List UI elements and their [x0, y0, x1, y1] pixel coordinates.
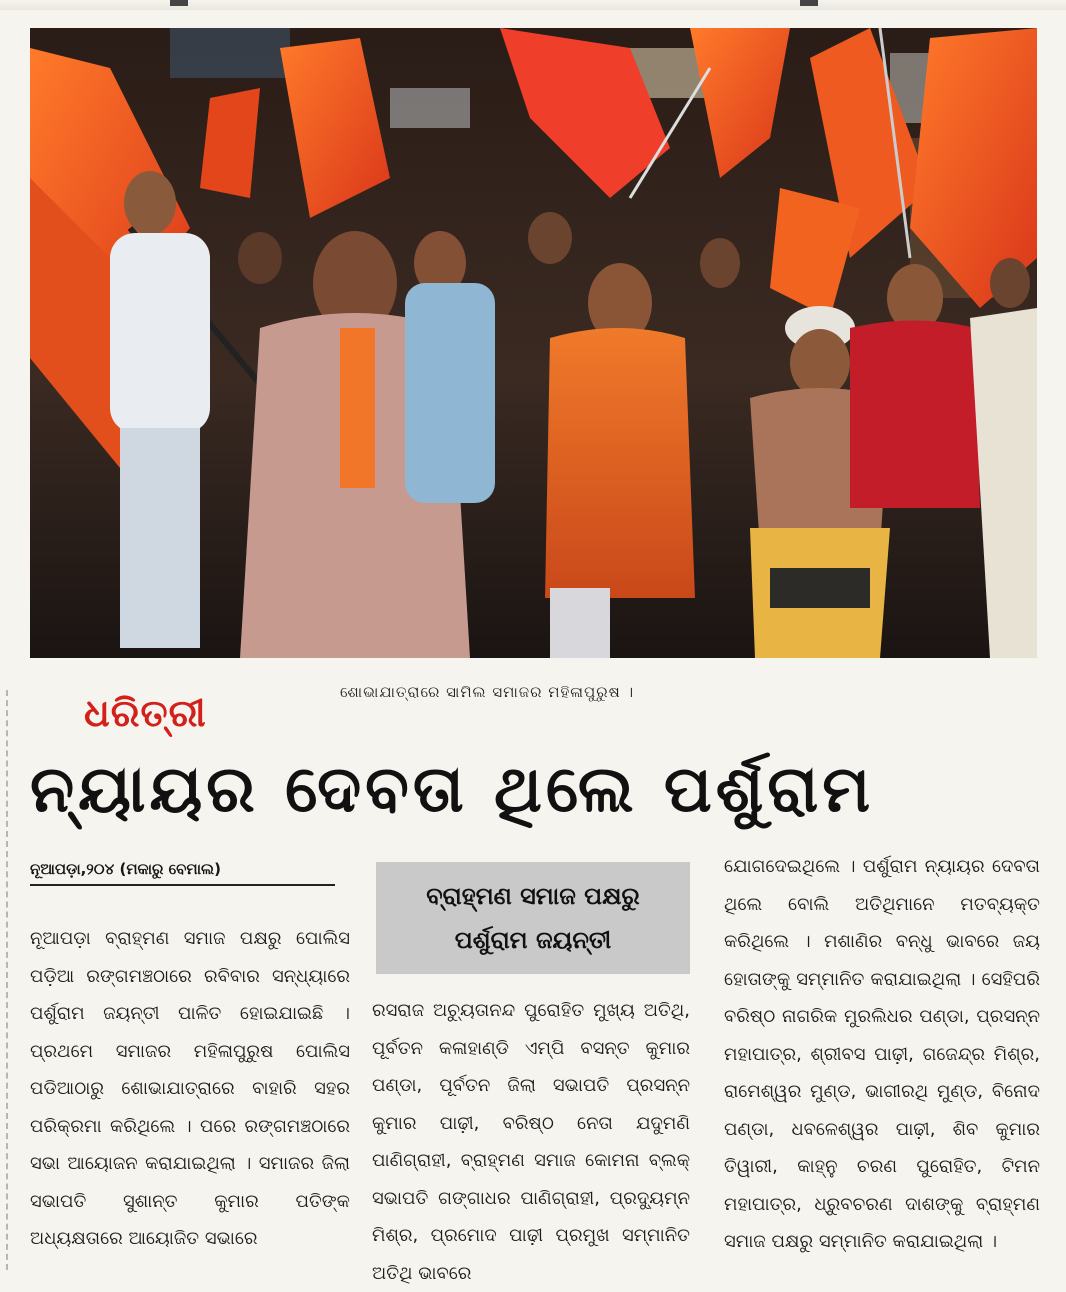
article-column-2: ରସରାଜ ଅଚ୍ୟୁତାନନ୍ଦ ପୁରୋହିତ ମୁଖ୍ୟ ଅତିଥି, ପୂର୍ବତନ କଳାହାଣ୍ଡି ଏମ୍ପି ବସନ୍ତ କୁମାର ପଣ୍ଡା, ପୂର୍ବତନ ଜିଲା ସଭାପତି ପ୍ରସନ୍ନ କୁମାର ପାଢ଼ୀ, ବରିଷ୍ଠ ନେତା ଯଦୁମଣି ପାଣିଗ୍ରାହୀ, ବ୍ରାହ୍ମଣ ସମାଜ କୋମନା ବ୍ଲକ୍ ସଭାପତି ଗଙ୍ଗାଧର ପାଣିଗ୍ରାହୀ, ପ୍ରଦ୍ୟୁମ୍ନ ମିଶ୍ର, ପ୍ରମୋଦ ପାଢ଼ୀ ପ୍ରମୁଖ ସମ୍ମାନିତ ଅତିଥି ଭାବରେ [372, 1000, 690, 1284]
subheadline-box [376, 862, 690, 974]
column-divider [6, 690, 10, 1270]
article-column-1: ନୂଆପଡ଼ା ବ୍ରାହ୍ମଣ ସମାଜ ପକ୍ଷରୁ ପୋଲିସ ପଡ଼ିଆ ରଙ୍ଗମଞ୍ଚଠାରେ ରବିବାର ସନ୍ଧ୍ୟାରେ ପର୍ଶୁରାମ ଜୟନ୍ତୀ ପାଳିତ ହୋଇଯାଇଛି । ପ୍ରଥମେ ସମାଜର ମହିଳାପୁରୁଷ ପୋଲିସ ପଡିଆଠାରୁ ଶୋଭାଯାତ୍ରାରେ ବାହାରି ସହର ପରିକ୍ରମା କରିଥିଲେ । ପରେ ରଙ୍ଗମଞ୍ଚଠାରେ ସଭା ଆୟୋଜନ କରାଯାଇଥିଲା । ସମାଜର ଜିଲା ସଭାପତି ସୁଶାନ୍ତ କୁମାର ପତିଙ୍କ ଅଧ୍ୟକ୍ଷତାରେ ଆୟୋଜିତ ସଭାରେ [30, 928, 350, 1249]
photo-caption: ଶୋଭାଯାତ୍ରାରେ ସାମିଲ ସମାଜର ମହିଳାପୁରୁଷ । [340, 683, 635, 701]
headline: ନ୍ୟାୟର ଦେବତା ଥିଲେ ପର୍ଶୁରାମ [30, 753, 875, 827]
previous-page-strip [0, 0, 1066, 10]
subheadline-line-1: ବ୍ରାହ୍ମଣ ସମାଜ ପକ୍ଷରୁ [426, 882, 640, 910]
newspaper-brand: ଧରିତ୍ରୀ [84, 690, 207, 735]
procession-photo [30, 28, 1037, 658]
article-column-3: ଯୋଗଦେଇଥିଲେ । ପର୍ଶୁରାମ ନ୍ୟାୟର ଦେବତା ଥିଲେ ବୋଲି ଅତିଥିମାନେ ମତବ୍ୟକ୍ତ କରିଥିଲେ । ମଶାଣିର ବନ୍ଧୁ ଭାବରେ ଜୟ ହୋତାଙ୍କୁ ସମ୍ମାନିତ କରାଯାଇଥିଲା । ସେହିପରି ବରିଷ୍ଠ ନାଗରିକ ମୁରଲିଧର ପଣ୍ଡା, ପ୍ରସନ୍ନ ମହାପାତ୍ର, ଶ୍ରୀବସ ପାଢ଼ୀ, ଗଜେନ୍ଦ୍ର ମିଶ୍ର, ରାମେଶ୍ୱର ମୁଣ୍ଡ, ଭାଗୀରଥି ମୁଣ୍ଡ, ବିନୋଦ ପଣ୍ଡା, ଧବଳେଶ୍ୱର ପାଢ଼ୀ, ଶିବ କୁମାର ତିୱାରୀ, କାହ୍ନୁ ଚରଣ ପୁରୋହିତ, ଟିମନ ମହାପାତ୍ର, ଧ୍ରୁବଚରଣ ଦାଶଙ୍କୁ ବ୍ରାହ୍ମଣ ସମାଜ ପକ୍ଷରୁ ସମ୍ମାନିତ କରାଯାଇଥିଲା । [724, 856, 1040, 1252]
subheadline-line-2: ପର୍ଶୁରାମ ଜୟନ୍ତୀ [454, 926, 612, 954]
dateline: ନୂଆପଡ଼ା,୨୦୪ (ମକାରୁ ବେମାଲ) [30, 860, 335, 886]
